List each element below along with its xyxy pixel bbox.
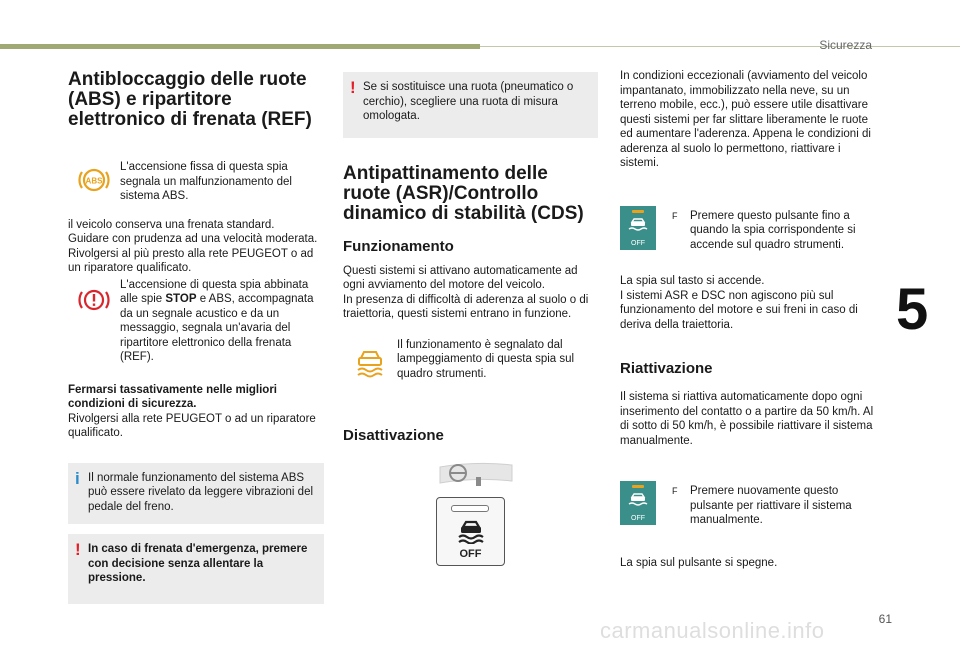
warning-icon: ! [75,540,81,559]
para-line: Rivolgersi al più presto alla rete PEUGEOT o ad un riparatore qualificato. [68,247,314,274]
para-line: I sistemi ASR e DSC non agiscono più sul funzionamento del motore e sui freni in caso di deriva della traiettoria. [620,289,858,331]
esp-symbol-icon [627,491,649,507]
abs-warning-icon [77,166,111,194]
esp-off-button-icon [620,481,656,525]
wheel-warning-box [343,72,598,138]
wheel-warning-text: Se si sostituisce una ruota (pneumatico o cerchio), scegliere una ruota di misura omologata. [363,81,574,122]
warning-note-text: In caso di frenata d'emergenza, premere con decisione senza allentare la pressione. [88,543,308,584]
ref-warning-row [68,278,324,365]
para-line: il veicolo conserva una frenata standard. [68,218,275,231]
abs-icon-label: ABS [85,176,103,186]
button-lamp-on [632,485,644,488]
bullet-text: Premere questo pulsante fino a quando la spia corrispondente si accende sul quadro strumenti. [690,209,856,251]
button-off-label: OFF [459,548,482,560]
brake-warning-icon [77,286,111,314]
press-button-row [620,209,882,253]
functioning-text [343,264,598,322]
para-line: Guidare con prudenza ad una velocità moderata. [68,233,318,245]
bullet-item [672,484,882,528]
info-note-box [68,463,324,525]
bullet-glyph: F [672,210,678,221]
lamp-text: Il funzionamento è segnalato dal lampeggiamento di questa spia sul quadro strumenti. [397,338,575,380]
esp-icon-box [343,338,397,378]
para-line: Questi sistemi si attivano automaticamente ad ogni avviamento del motore del veicolo. [343,264,578,291]
stop-bold-text: Fermarsi tassativamente nelle migliori condizioni di sicurezza. [68,383,278,410]
reactivation-text: Il sistema si riattiva automaticamente dopo ogni inserimento del contatto o a partire da 50 km/h. Al di sotto di 50 km/h, è possibile riattivare il sistema manualmente. [620,391,874,447]
header-divider [480,46,960,47]
stop-text: Rivolgersi alla rete PEUGEOT o ad un riparatore qualificato. [68,412,316,439]
column-left [68,70,324,604]
ref-text: L'accensione di questa spia abbinata alle spie STOP e ABS, accompagnata da un segnale acustico e da un messaggio, segnala un'avaria del ripartitore elettronico della frenata (REF). [120,278,314,363]
final-text: La spia sul pulsante si spegne. [620,556,778,569]
section-title: Sicurezza [819,38,872,52]
warning-icon: ! [350,78,356,97]
abs-warning-row [68,160,324,204]
esp-warning-icon [355,346,385,378]
abs-icon-box [68,160,120,194]
info-icon: i [75,468,80,488]
button-off-label: OFF [631,515,645,522]
para-line: In presenza di difficoltà di aderenza al suolo o di traiettoria, questi sistemi entrano in funzione. [343,293,589,320]
deactivation-heading: Disattivazione [343,427,444,444]
off-button-icon-box [620,209,672,250]
brake-icon-box [68,278,120,314]
abs-title: Antibloccaggio delle ruote (ABS) e ripartitore elettronico di frenata (REF) [68,69,312,130]
esp-off-button-icon [620,206,656,250]
para-line: La spia sul tasto si accende. [620,275,765,287]
after-press-text [620,274,882,332]
page-number: 61 [878,612,892,626]
warning-note-box [68,534,324,604]
press-again-row [620,484,882,528]
esp-off-button[interactable] [436,497,505,566]
intro-text: In condizioni eccezionali (avviamento del veicolo impantanato, immobilizzato nella neve, su un terreno mobile, ecc.), può essere utile disattivare questi sistemi per far slittare liberamente le ruote ed aumentare l'aderenza. Appena le condizioni di aderenza al suolo lo permettono, riattivare i sistemi. [620,70,871,169]
esp-symbol-icon [627,216,649,232]
abs-text: L'accensione fissa di questa spia segnala un malfunzionamento del sistema ABS. [120,161,292,202]
watermark: carmanualsonline.info [600,618,825,643]
info-note-text: Il normale funzionamento del sistema ABS può essere rivelato da leggere vibrazioni del pedale del freno. [88,471,314,513]
off-button-icon-box [620,484,672,525]
asr-title: Antipattinamento delle ruote (ASR)/Controllo dinamico di stabilità (CDS) [343,162,584,224]
functioning-heading: Funzionamento [343,237,454,255]
header-accent-bar [0,44,480,49]
reactivation-heading: Riattivazione [620,360,713,377]
stop-instruction [68,383,324,441]
bullet-text: Premere nuovamente questo pulsante per riattivare il sistema manualmente. [690,485,852,526]
button-lamp-on [632,210,644,213]
abs-standard-braking [68,218,324,276]
dashboard-steering-icon [436,457,516,493]
esp-off-icon [453,518,489,544]
chapter-number: 5 [896,277,929,342]
column-right [620,69,882,570]
bullet-item [672,209,882,253]
lamp-row [343,338,598,382]
column-middle [343,72,598,569]
button-indicator-lamp [451,505,489,512]
bullet-glyph: F [672,486,678,496]
dashboard-illustration [343,457,598,569]
button-off-label: OFF [631,239,645,247]
